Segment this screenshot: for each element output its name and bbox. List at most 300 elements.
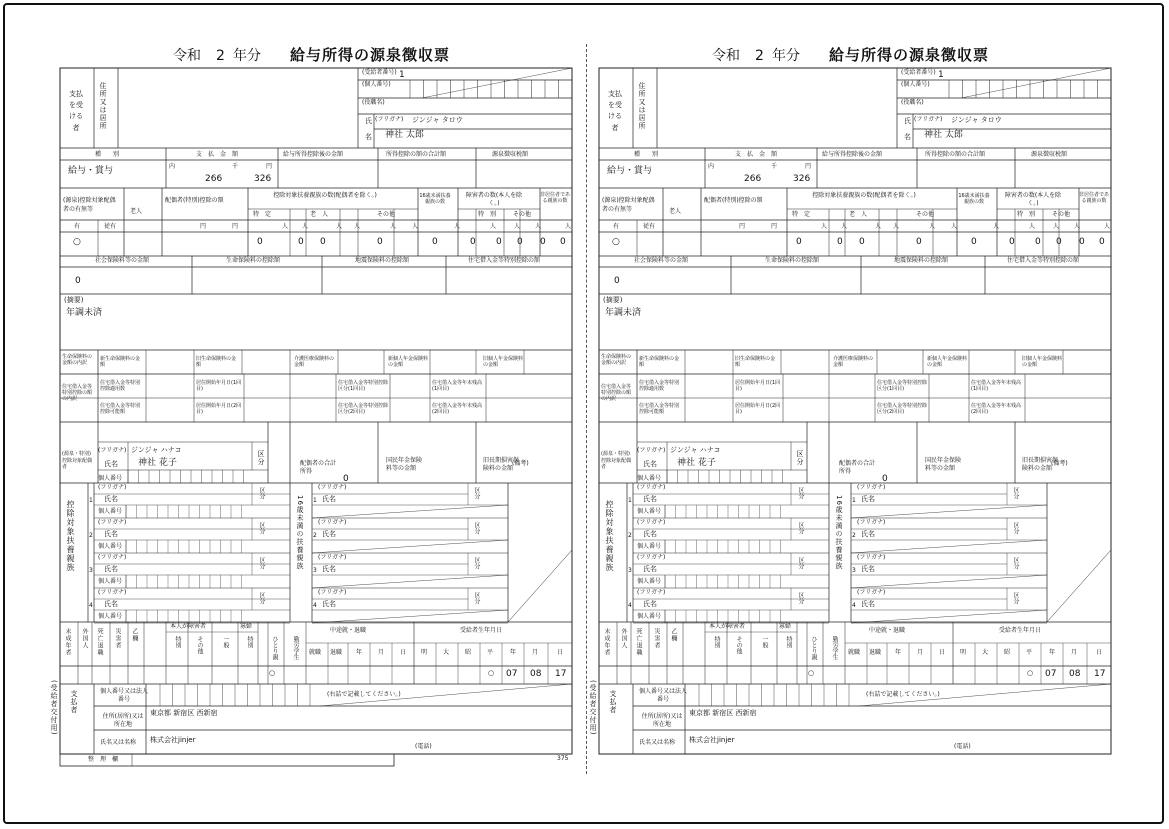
recipient-block-label: 支払を受ける者 bbox=[608, 90, 622, 132]
flag-label: その他 bbox=[735, 636, 742, 654]
new-pension-label: 新個人年金保険料の金額 bbox=[927, 356, 968, 368]
housing-class2-label: 住宅借入金等特別控除区分(2回目) bbox=[338, 403, 389, 415]
national-pension-label: 国民年金保険料等の金額 bbox=[386, 457, 423, 472]
dependent-personal-no-label: 個人番号 bbox=[98, 508, 123, 515]
under16-division-label: 区分 bbox=[473, 557, 480, 569]
unit-yen: 円 bbox=[805, 163, 812, 170]
grid-line bbox=[312, 540, 508, 553]
new-pension-label: 新個人年金保険料の金額 bbox=[388, 356, 429, 368]
dependent-count-value: 0 bbox=[257, 237, 263, 247]
single-parent-mark: ○ bbox=[269, 669, 276, 677]
paid-yen: 326 bbox=[793, 174, 811, 184]
social-insurance-value: 0 bbox=[75, 276, 81, 286]
recipient-furigana: ジンジャ タロウ bbox=[412, 116, 463, 124]
personal-no-label: (個人番号) bbox=[901, 81, 930, 88]
earthquake-label: 地震保険料の控除額 bbox=[355, 257, 410, 264]
flag-label: 勤労学生 bbox=[831, 636, 838, 660]
recipient-block-label: 支払を受ける者 bbox=[69, 90, 83, 132]
spouse-name-label: 氏名 bbox=[104, 460, 118, 468]
dependent-row-no: 4 bbox=[628, 602, 632, 609]
calendar-label: 月 bbox=[378, 649, 385, 656]
yen-unit: 円 bbox=[200, 223, 207, 230]
paid-thousands: 266 bbox=[744, 174, 762, 184]
withholding-slip-recipient-copy bbox=[539, 0, 1111, 800]
birth-year: 07 bbox=[1045, 669, 1057, 679]
flag-label: 外国人 bbox=[81, 628, 88, 649]
year-end-balance2-label: 住宅借入金等年末残高(2回目) bbox=[971, 403, 1022, 415]
payer-name: 株式会社jinjer bbox=[150, 736, 196, 744]
dependent-count-value: 0 bbox=[859, 237, 865, 247]
under16-division-label: 区分 bbox=[473, 487, 480, 499]
self-disabled-label: 本人が障害者 bbox=[709, 623, 746, 630]
spouse-total-income-label: 配偶者の合計所得 bbox=[300, 460, 337, 475]
under16-name-label: 氏名 bbox=[861, 565, 875, 573]
person-unit: 人 bbox=[821, 223, 828, 230]
spouse-name: 神社 花子 bbox=[677, 458, 716, 468]
calendar-label: 昭 bbox=[1004, 649, 1011, 656]
life-detail-label: 生命保険料の金額の内訳 bbox=[601, 354, 632, 366]
dependent-row-no: 1 bbox=[628, 497, 632, 504]
unit-thousand: 千 bbox=[232, 163, 239, 170]
other-label: その他 bbox=[916, 211, 935, 218]
yen-unit: 円 bbox=[739, 223, 746, 230]
spouse-name: 神社 花子 bbox=[138, 458, 177, 468]
dependent-furigana-label: (フリガナ) bbox=[98, 589, 127, 596]
calendar-label: 月 bbox=[532, 649, 539, 656]
year-suffix: 年分 bbox=[772, 48, 800, 64]
person-unit: 人 bbox=[336, 223, 343, 230]
receiver-no-label: (受給者番号) bbox=[362, 69, 397, 76]
under16-list-label: 16歳未満の扶養親族 bbox=[835, 495, 843, 570]
name-label-shi: 氏 bbox=[365, 117, 372, 125]
dependent-division-label: 区分 bbox=[258, 592, 265, 604]
widow-label: 寡婦 bbox=[240, 623, 253, 630]
specific-label: 特 定 bbox=[253, 211, 272, 218]
new-life-label: 新生命保険料の金額 bbox=[100, 356, 141, 368]
under16-name-label: 氏名 bbox=[322, 530, 336, 538]
person-unit: 人 bbox=[1074, 223, 1081, 230]
birth-year: 07 bbox=[506, 669, 518, 679]
remarks-label: (摘要) bbox=[603, 296, 623, 304]
other2-label: その他 bbox=[513, 211, 532, 218]
dependent-count-value: 0 bbox=[320, 237, 326, 247]
payer-address-label: 住所(居所)又は所在地 bbox=[641, 713, 683, 728]
person-unit: 人 bbox=[490, 223, 497, 230]
recipient-name: 神社 太郎 bbox=[385, 130, 424, 140]
mid-year-label: 中途就・退職 bbox=[869, 627, 906, 634]
spouse-existence-label: (源泉)控除対象配偶者の有無等 bbox=[63, 197, 116, 213]
right-align-note: (右詰で記載してください。) bbox=[327, 691, 401, 698]
receiver-no-value: 1 bbox=[399, 70, 405, 80]
pay-type-value: 給与・賞与 bbox=[68, 166, 114, 176]
calendar-label: 退職 bbox=[869, 649, 882, 656]
spouse-division-label: 区分 bbox=[257, 450, 265, 466]
under16-furigana-label: (フリガナ) bbox=[857, 554, 886, 561]
dependent-furigana-label: (フリガナ) bbox=[637, 589, 666, 596]
calendar-label: 日 bbox=[557, 649, 564, 656]
person-unit: 人 bbox=[454, 223, 461, 230]
remarks2-label: (備考) bbox=[1051, 460, 1068, 467]
under16-name-label: 氏名 bbox=[322, 565, 336, 573]
spouse-furigana-label: (フリガナ) bbox=[98, 447, 127, 454]
col-deduction-total-label: 所得控除の額の合計額 bbox=[925, 151, 986, 158]
pay-type-value: 給与・賞与 bbox=[607, 166, 653, 176]
dependent-division-label: 区分 bbox=[797, 487, 804, 499]
dependents-count-label: 控除対象扶養親族の数(配偶者を除く。) bbox=[812, 192, 916, 199]
calendar-label: 昭 bbox=[465, 649, 472, 656]
old-life-label: 旧生命保険料の金額 bbox=[196, 356, 237, 368]
payer-name-label: 氏名又は名称 bbox=[639, 739, 676, 746]
spouse-mark: ○ bbox=[73, 237, 81, 247]
social-insurance-label: 社会保険料等の金額 bbox=[634, 257, 689, 264]
life-insurance-label: 生命保険料の控除額 bbox=[765, 257, 820, 264]
spouse-total-income-label: 配偶者の合計所得 bbox=[839, 460, 876, 475]
col-after-deduction-label: 給与所得控除後の金額 bbox=[283, 151, 344, 158]
flag-label: 特別 bbox=[246, 636, 253, 648]
birth-month: 08 bbox=[1069, 669, 1081, 679]
remarks-text: 年調未済 bbox=[605, 308, 642, 318]
payer-block-label: 支払者 bbox=[70, 690, 78, 714]
calendar-label: 年 bbox=[356, 649, 363, 656]
address-label: 住所又は居所 bbox=[99, 82, 107, 130]
under16-list-label: 16歳未満の扶養親族 bbox=[296, 495, 304, 570]
dependent-count-value: 0 bbox=[560, 237, 566, 247]
flag-label: ひとり親 bbox=[271, 636, 278, 660]
under16-label: 16歳未満扶養親族の数 bbox=[419, 193, 451, 205]
unit-thousand: 千 bbox=[771, 163, 778, 170]
paid-thousands: 266 bbox=[205, 174, 223, 184]
flag-label: 死亡退職 bbox=[635, 628, 642, 656]
subordinate-label: 従有 bbox=[104, 223, 117, 230]
dependent-name-label: 氏名 bbox=[104, 565, 118, 573]
recipient-furigana: ジンジャ タロウ bbox=[951, 116, 1002, 124]
calendar-label: 月 bbox=[917, 649, 924, 656]
calendar-label: 明 bbox=[421, 649, 428, 656]
under16-row-no: 1 bbox=[313, 497, 317, 504]
new-life-label: 新生命保険料の金額 bbox=[639, 356, 680, 368]
start-date-label: 居住開始年月日(1回目) bbox=[735, 380, 781, 392]
housing-loan-label: 住宅借入金等特別控除の額 bbox=[468, 257, 541, 264]
dependent-row-no: 2 bbox=[89, 532, 93, 539]
name-label-mei: 名 bbox=[904, 133, 911, 141]
spouse-furigana: ジンジャ ハナコ bbox=[131, 446, 182, 454]
payer-name: 株式会社jinjer bbox=[689, 736, 735, 744]
person-unit: 人 bbox=[354, 223, 361, 230]
under16-furigana-label: (フリガナ) bbox=[318, 589, 347, 596]
dependent-count-value: 0 bbox=[837, 237, 843, 247]
receiver-no-value: 1 bbox=[938, 70, 944, 80]
flag-label: 未成年者 bbox=[64, 628, 71, 656]
form-title: 給与所得の源泉徴収票 bbox=[829, 46, 990, 64]
recipient-furigana-label: (フリガナ) bbox=[914, 116, 943, 123]
under16-division-label: 区分 bbox=[473, 522, 480, 534]
spouse-name-label: 氏名 bbox=[643, 460, 657, 468]
dependent-furigana-label: (フリガナ) bbox=[98, 484, 127, 491]
under16-name-label: 氏名 bbox=[861, 530, 875, 538]
calendar-label: 年 bbox=[1049, 649, 1056, 656]
calendar-label: 日 bbox=[400, 649, 407, 656]
yen-unit: 円 bbox=[771, 223, 778, 230]
grid-line bbox=[312, 575, 508, 588]
phone-label: (電話) bbox=[415, 743, 432, 750]
calendar-label: 年 bbox=[510, 649, 517, 656]
dependent-personal-no-label: 個人番号 bbox=[98, 578, 123, 585]
person-unit: 人 bbox=[1029, 223, 1036, 230]
under16-furigana-label: (フリガナ) bbox=[857, 589, 886, 596]
old-pension-label: 旧個人年金保険料の金額 bbox=[483, 356, 524, 368]
dependent-row-no: 2 bbox=[628, 532, 632, 539]
yen-unit: 円 bbox=[232, 223, 239, 230]
calendar-label: 日 bbox=[939, 649, 946, 656]
dependent-furigana-label: (フリガナ) bbox=[637, 484, 666, 491]
under16-name-label: 氏名 bbox=[322, 600, 336, 608]
dependent-personal-no-label: 個人番号 bbox=[637, 543, 662, 550]
calendar-label: 月 bbox=[1071, 649, 1078, 656]
start-date2-label: 居住開始年月日(2回目) bbox=[196, 403, 242, 415]
dependent-name-label: 氏名 bbox=[643, 565, 657, 573]
flag-label: 未成年者 bbox=[603, 628, 610, 656]
person-unit: 人 bbox=[565, 223, 572, 230]
spouse-block-label: (源泉・特別)控除対象配偶者 bbox=[62, 451, 93, 470]
person-unit: 人 bbox=[535, 223, 542, 230]
under16-furigana-label: (フリガナ) bbox=[318, 484, 347, 491]
unit-inner: 内 bbox=[708, 163, 715, 170]
under16-division-label: 区分 bbox=[1012, 557, 1019, 569]
payer-address-label: 住所(居所)又は所在地 bbox=[102, 713, 144, 728]
flag-label: 特別 bbox=[174, 636, 181, 648]
dependent-count-value: 0 bbox=[916, 237, 922, 247]
recipient-furigana-label: (フリガナ) bbox=[375, 116, 404, 123]
dependent-count-value: 0 bbox=[1099, 237, 1105, 247]
under16-row-no: 3 bbox=[852, 567, 856, 574]
position-label: (役職名) bbox=[901, 99, 924, 106]
era-mark: ○ bbox=[1027, 669, 1034, 677]
person-unit: 人 bbox=[282, 223, 289, 230]
dependent-division-label: 区分 bbox=[258, 557, 265, 569]
dependent-row-no: 1 bbox=[89, 497, 93, 504]
special-label: 特 別 bbox=[478, 211, 497, 218]
right-align-note: (右詰で記載してください。) bbox=[866, 691, 940, 698]
era-label: 令和 bbox=[173, 48, 201, 64]
start-date-label: 居住開始年月日(1回目) bbox=[196, 380, 242, 392]
management-label: 整 理 欄 bbox=[88, 756, 119, 763]
withholding-slip-tax-office-copy bbox=[0, 0, 572, 800]
under16-furigana-label: (フリガナ) bbox=[318, 519, 347, 526]
payer-address: 東京都 新宿区 西新宿 bbox=[150, 709, 218, 717]
birth-label: 受給者生年月日 bbox=[999, 627, 1042, 634]
flag-label: 一般 bbox=[761, 636, 768, 648]
dependent-personal-no-label: 個人番号 bbox=[637, 578, 662, 585]
birth-label: 受給者生年月日 bbox=[460, 627, 503, 634]
housing-class-label: 住宅借入金等特別控除区分(1回目) bbox=[338, 380, 389, 392]
dependent-count-value: 0 bbox=[1009, 237, 1015, 247]
footer-code: 375 bbox=[557, 755, 569, 762]
dependent-division-label: 区分 bbox=[797, 557, 804, 569]
birth-day: 17 bbox=[555, 669, 567, 679]
single-parent-mark: ○ bbox=[808, 669, 815, 677]
dependent-name-label: 氏名 bbox=[643, 530, 657, 538]
calendar-label: 就職 bbox=[848, 649, 861, 656]
special-spouse-label: 配偶者(特別)控除の額 bbox=[704, 197, 763, 204]
elderly-label: 老人 bbox=[130, 208, 143, 215]
person-unit: 人 bbox=[875, 223, 882, 230]
under16-row-no: 1 bbox=[852, 497, 856, 504]
dependents-list-label: 控除対象扶養親族 bbox=[66, 500, 75, 572]
dependent-count-value: 0 bbox=[432, 237, 438, 247]
spouse-furigana: ジンジャ ハナコ bbox=[670, 446, 721, 454]
dependent-count-value: 0 bbox=[517, 237, 523, 247]
birth-month: 08 bbox=[530, 669, 542, 679]
under16-label: 16歳未満扶養親族の数 bbox=[958, 193, 990, 205]
grid-line bbox=[851, 575, 1047, 588]
person-unit: 人 bbox=[841, 223, 848, 230]
dependent-division-label: 区分 bbox=[258, 522, 265, 534]
calendar-label: 大 bbox=[443, 649, 450, 656]
dependent-count-value: 0 bbox=[1056, 237, 1062, 247]
paid-yen: 326 bbox=[254, 174, 272, 184]
elderly-label: 老人 bbox=[669, 208, 682, 215]
unit-inner: 内 bbox=[169, 163, 176, 170]
year-end-balance2-label: 住宅借入金等年末残高(2回目) bbox=[432, 403, 483, 415]
nonresident-label: 非居住者である親族の数 bbox=[1079, 192, 1110, 204]
col-after-deduction-label: 給与所得控除後の金額 bbox=[822, 151, 883, 158]
dependent-count-value: 0 bbox=[1079, 237, 1085, 247]
specific-label: 特 定 bbox=[792, 211, 811, 218]
housing-detail-label: 住宅借入金等特別控除の額の内訳 bbox=[62, 384, 93, 402]
year-suffix: 年分 bbox=[233, 48, 261, 64]
dependent-personal-no-label: 個人番号 bbox=[637, 508, 662, 515]
col-tax-label: 源泉徴収税額 bbox=[492, 151, 529, 158]
under16-furigana-label: (フリガナ) bbox=[318, 554, 347, 561]
under16-name-label: 氏名 bbox=[861, 495, 875, 503]
under16-row-no: 4 bbox=[313, 602, 317, 609]
payer-address: 東京都 新宿区 西新宿 bbox=[689, 709, 757, 717]
position-label: (役職名) bbox=[362, 99, 385, 106]
col-paid-label: 支 払 金 額 bbox=[196, 151, 239, 158]
dependent-name-label: 氏名 bbox=[104, 530, 118, 538]
spouse-furigana-label: (フリガナ) bbox=[637, 447, 666, 454]
dependent-row-no: 3 bbox=[89, 567, 93, 574]
person-unit: 人 bbox=[929, 223, 936, 230]
disabled-label: 障害者の数(本人を除く。) bbox=[465, 192, 523, 208]
person-unit: 人 bbox=[412, 223, 419, 230]
dependent-furigana-label: (フリガナ) bbox=[98, 519, 127, 526]
address-label: 住所又は居所 bbox=[638, 82, 646, 130]
possible-label: 住宅借入金等特別控除可能額 bbox=[100, 403, 141, 415]
dependent-personal-no-label: 個人番号 bbox=[637, 613, 662, 620]
col-paid-label: 支 払 金 額 bbox=[735, 151, 778, 158]
dependent-division-label: 区分 bbox=[797, 522, 804, 534]
name-label-shi: 氏 bbox=[904, 117, 911, 125]
dependent-personal-no-label: 個人番号 bbox=[98, 543, 123, 550]
dependent-furigana-label: (フリガナ) bbox=[98, 554, 127, 561]
special-label: 特 別 bbox=[1017, 211, 1036, 218]
person-unit: 人 bbox=[302, 223, 309, 230]
flag-label: 特別 bbox=[785, 636, 792, 648]
under16-division-label: 区分 bbox=[473, 592, 480, 604]
housing-applicable-label: 住宅借入金等特別控除適用数 bbox=[100, 380, 141, 392]
dependent-count-value: 0 bbox=[540, 237, 546, 247]
other-label: その他 bbox=[377, 211, 396, 218]
calendar-label: 平 bbox=[1026, 649, 1033, 656]
spouse-block-label: (源泉・特別)控除対象配偶者 bbox=[601, 451, 632, 470]
earthquake-label: 地震保険料の控除額 bbox=[894, 257, 949, 264]
era-mark: ○ bbox=[488, 669, 495, 677]
grid-line bbox=[851, 610, 1047, 623]
special-spouse-label: 配偶者(特別)控除の額 bbox=[165, 197, 224, 204]
possible-label: 住宅借入金等特別控除可能額 bbox=[639, 403, 680, 415]
remarks-text: 年調未済 bbox=[66, 308, 103, 318]
payer-number-label: 個人番号又は法人番号 bbox=[638, 688, 687, 703]
old-label: 老 人 bbox=[310, 211, 329, 218]
spouse-personal-no-label: 個人番号 bbox=[637, 475, 662, 482]
dependent-count-value: 0 bbox=[298, 237, 304, 247]
housing-class-label: 住宅借入金等特別控除区分(1回目) bbox=[877, 380, 928, 392]
person-unit: 人 bbox=[893, 223, 900, 230]
mid-year-label: 中途就・退職 bbox=[330, 627, 367, 634]
form-title: 給与所得の源泉徴収票 bbox=[290, 46, 451, 64]
calendar-label: 日 bbox=[1096, 649, 1103, 656]
calendar-label: 就職 bbox=[309, 649, 322, 656]
dependent-name-label: 氏名 bbox=[104, 495, 118, 503]
old-label: 老 人 bbox=[849, 211, 868, 218]
care-label: 介護医療保険料の金額 bbox=[833, 356, 874, 368]
payer-number-label: 個人番号又は法人番号 bbox=[99, 688, 148, 703]
dependent-count-value: 0 bbox=[971, 237, 977, 247]
flag-label: 勤労学生 bbox=[292, 636, 299, 660]
dependents-list-label: 控除対象扶養親族 bbox=[605, 500, 614, 572]
dependent-furigana-label: (フリガナ) bbox=[637, 519, 666, 526]
calendar-label: 大 bbox=[982, 649, 989, 656]
personal-no-label: (個人番号) bbox=[362, 81, 391, 88]
under16-row-no: 3 bbox=[313, 567, 317, 574]
person-unit: 人 bbox=[1104, 223, 1111, 230]
under16-row-no: 4 bbox=[852, 602, 856, 609]
under16-furigana-label: (フリガナ) bbox=[857, 484, 886, 491]
start-date2-label: 居住開始年月日(2回目) bbox=[735, 403, 781, 415]
under16-division-label: 区分 bbox=[1012, 487, 1019, 499]
other2-label: その他 bbox=[1052, 211, 1071, 218]
flag-label: 特別 bbox=[713, 636, 720, 648]
remarks2-label: (備考) bbox=[512, 460, 529, 467]
dependent-division-label: 区分 bbox=[258, 487, 265, 499]
flag-label: 乙欄 bbox=[670, 628, 677, 642]
person-unit: 人 bbox=[390, 223, 397, 230]
spouse-mark: ○ bbox=[612, 237, 620, 247]
disabled-label: 障害者の数(本人を除く。) bbox=[1004, 192, 1062, 208]
dependent-personal-no-label: 個人番号 bbox=[98, 613, 123, 620]
col-type-label: 種 別 bbox=[634, 151, 659, 158]
spouse-existence-label: (源泉)控除対象配偶者の有無等 bbox=[602, 197, 655, 213]
spouse-total-income-value: 0 bbox=[343, 474, 349, 484]
person-unit: 人 bbox=[951, 223, 958, 230]
birth-day: 17 bbox=[1094, 669, 1106, 679]
dependent-furigana-label: (フリガナ) bbox=[637, 554, 666, 561]
side-copy-label: (受給者交付用) bbox=[50, 680, 58, 736]
under16-row-no: 2 bbox=[313, 532, 317, 539]
spouse-personal-no-label: 個人番号 bbox=[98, 475, 123, 482]
person-unit: 人 bbox=[993, 223, 1000, 230]
dependent-row-no: 3 bbox=[628, 567, 632, 574]
yes-label: 有 bbox=[74, 223, 81, 230]
housing-applicable-label: 住宅借入金等特別控除適用数 bbox=[639, 380, 680, 392]
dependent-name-label: 氏名 bbox=[643, 495, 657, 503]
recipient-name: 神社 太郎 bbox=[924, 130, 963, 140]
housing-detail-label: 住宅借入金等特別控除の額の内訳 bbox=[601, 384, 632, 402]
side-copy-label: (受給者交付用) bbox=[589, 680, 597, 736]
grid-line bbox=[851, 505, 1047, 518]
receiver-no-label: (受給者番号) bbox=[901, 69, 936, 76]
